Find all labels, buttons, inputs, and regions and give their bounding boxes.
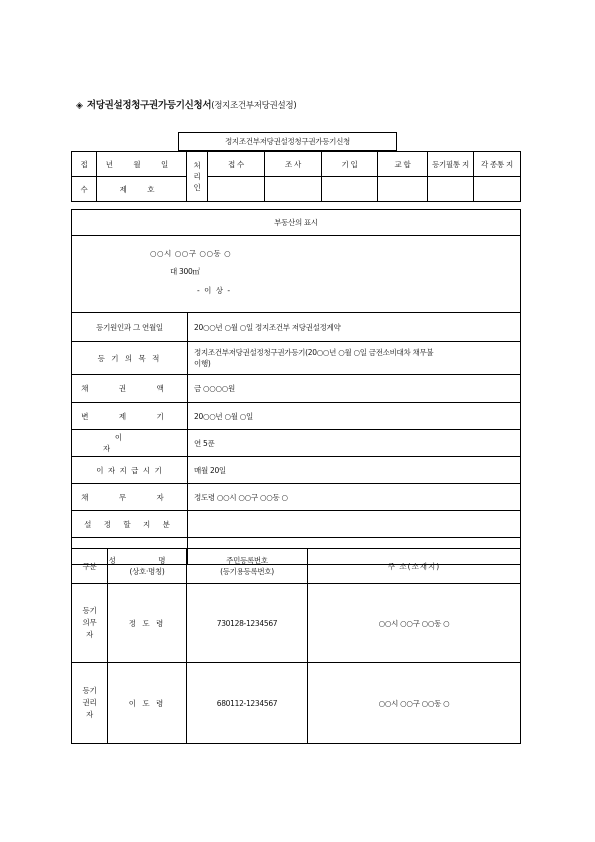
header-giip: 기 입	[322, 152, 378, 177]
header-id-main: 주민등록번호	[226, 556, 268, 565]
row-label-due: 변 제 기	[72, 403, 188, 430]
cell-gakjong	[474, 177, 521, 202]
obligee-role: 등기권리자	[72, 663, 108, 744]
cheori-char: 처	[193, 161, 201, 170]
row-label-cause: 등기원인과 그 연월일	[72, 313, 188, 342]
obligor-role: 등기의무자	[72, 584, 108, 663]
cell-giip	[322, 177, 378, 202]
receipt-jeop: 접	[72, 152, 97, 177]
property-description	[72, 236, 521, 313]
receipt-cheori-label	[187, 152, 208, 202]
main-table	[71, 209, 521, 565]
property-end-mark: - 이 상 -	[197, 286, 232, 295]
row-value-interest-time: 매월 20일	[188, 457, 521, 484]
obligor-address: ○○시 ○○구 ○○동 ○	[308, 584, 521, 663]
property-address: ○○시 ○○구 ○○동 ○	[150, 249, 232, 258]
in-char: 인	[193, 183, 201, 192]
row-value-amount: 금 ○○○○원	[188, 375, 521, 403]
row-value-share	[188, 511, 521, 538]
header-josa: 조 사	[265, 152, 322, 177]
cell-gyohap	[378, 177, 428, 202]
application-type-box: 정지조건부저당권설정청구권가등기신청	[178, 132, 397, 151]
title-sub: (정지조건부저당권설정)	[211, 101, 297, 111]
receipt-su: 수	[72, 177, 97, 202]
cell-josa	[265, 177, 322, 202]
header-gakjong: 각 종통 지	[474, 152, 521, 177]
ri-char: 리	[193, 172, 201, 181]
parties-header-address: 주 소(소재지)	[308, 549, 521, 584]
obligor-id: 730128-1234567	[187, 584, 308, 663]
property-header: 부동산의 표시	[72, 210, 521, 236]
parties-header-id	[187, 549, 308, 584]
diamond-icon: ◈	[76, 101, 83, 111]
parties-header-name	[108, 549, 187, 584]
header-deunggipil: 등기필통 지	[428, 152, 474, 177]
title-main: 저당권설정청구권가등기신청서	[86, 100, 212, 111]
property-area: 대 300㎡	[170, 267, 200, 276]
header-id-sub: (등기용등록번호)	[220, 567, 274, 576]
row-label-interest: 이 자	[72, 430, 188, 457]
obligee-name: 이 도 령	[108, 663, 187, 744]
receipt-table	[71, 151, 521, 202]
row-label-purpose: 등 기 의 목 적	[72, 342, 188, 375]
header-gyohap: 교 합	[378, 152, 428, 177]
receipt-date-label: 년 월 일	[97, 152, 187, 177]
row-label-amount: 채 권 액	[72, 375, 188, 403]
row-value-cause: 20○○년 ○월 ○일 정지조건부 저당권설정계약	[188, 313, 521, 342]
row-value-due: 20○○년 ○월 ○일	[188, 403, 521, 430]
obligor-name: 정 도 령	[108, 584, 187, 663]
cell-deunggipil	[428, 177, 474, 202]
row-value-debtor: 정도령 ○○시 ○○구 ○○동 ○	[188, 484, 521, 511]
row-value-purpose: 정지조건부저당권설정청구권가등기(20○○년 ○월 ○일 금전소비대차 채무불이행)	[188, 342, 521, 375]
cell-jeopsu	[208, 177, 265, 202]
header-name-main: 성 명	[108, 556, 186, 565]
row-label-share: 설 정 할 지 분	[72, 511, 188, 538]
row-value-interest: 연 5푼	[188, 430, 521, 457]
obligee-id: 680112-1234567	[187, 663, 308, 744]
parties-table	[71, 548, 521, 744]
header-name-sub: (상호·명칭)	[129, 567, 165, 576]
obligee-address: ○○시 ○○구 ○○동 ○	[308, 663, 521, 744]
row-label-debtor: 채 무 자	[72, 484, 188, 511]
receipt-number-label: 제 호	[97, 177, 187, 202]
document-title	[76, 97, 296, 111]
header-jeopsu: 접 수	[208, 152, 265, 177]
parties-header-gubun: 구분	[72, 549, 108, 584]
row-label-interest-time: 이 자 지 급 시 기	[72, 457, 188, 484]
